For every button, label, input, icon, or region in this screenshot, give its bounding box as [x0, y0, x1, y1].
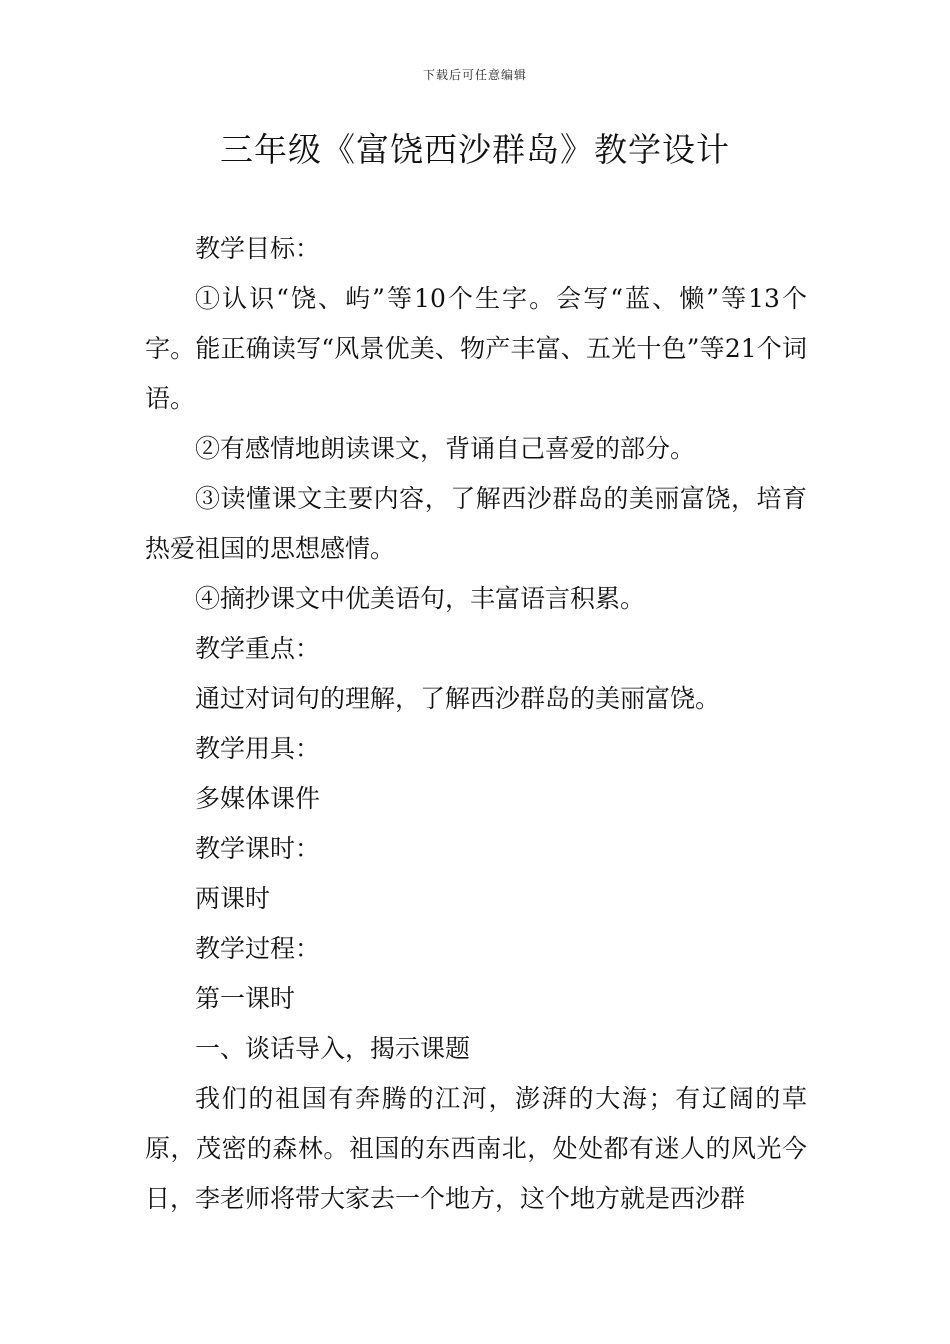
header-note: 下载后可任意编辑: [422, 68, 527, 82]
paragraph: ④摘抄课文中优美语句，丰富语言积累。: [195, 584, 646, 613]
paragraph: ①认识“饶、屿”等10个生字。会写“蓝、懒”等13个字。能正确读写“风景优美、物产丰富、五光十色”等21个词语。: [145, 284, 807, 413]
document-title: 三年级《富饶西沙群岛》教学设计: [220, 130, 730, 169]
paragraph: 第一课时: [195, 984, 296, 1013]
paragraph: 多媒体课件: [195, 784, 321, 813]
paragraph: 教学重点：: [195, 634, 321, 663]
paragraph: 两课时: [195, 884, 271, 913]
paragraph: 教学用具：: [195, 734, 321, 763]
paragraph: 我们的祖国有奔腾的江河，澎湃的大海；有辽阔的草原，茂密的森林。祖国的东西南北，处处都有迷人的风光今日，李老师将带大家去一个地方，这个地方就是西沙群: [145, 1084, 807, 1213]
paragraph: 一、谈话导入，揭示课题: [195, 1034, 471, 1063]
paragraph: 教学过程：: [195, 934, 321, 963]
paragraph: ②有感情地朗读课文，背诵自己喜爱的部分。: [195, 434, 696, 463]
paragraph: 教学课时：: [195, 834, 321, 863]
paragraph: 教学目标：: [195, 234, 321, 263]
paragraph: ③读懂课文主要内容，了解西沙群岛的美丽富饶，培育热爱祖国的思想感情。: [145, 484, 807, 563]
document-body: [145, 224, 807, 1224]
paragraph: 通过对词句的理解，了解西沙群岛的美丽富饶。: [195, 684, 721, 713]
